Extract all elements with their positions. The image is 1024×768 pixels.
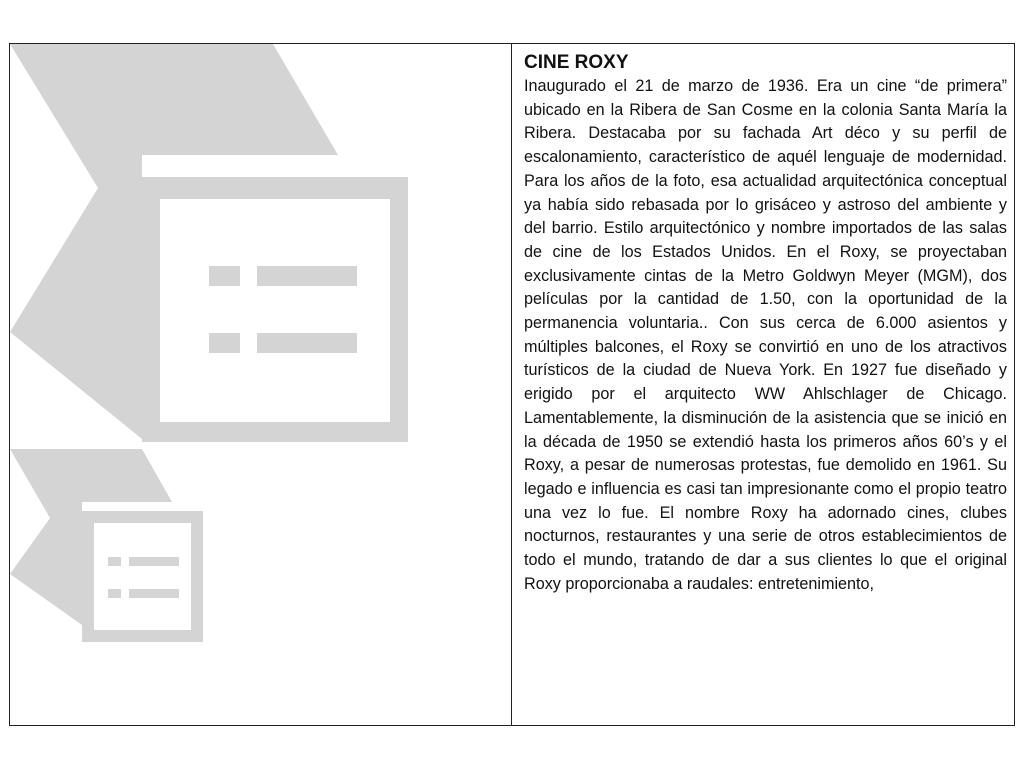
small-line-2 bbox=[129, 589, 179, 598]
small-bullet-2 bbox=[108, 589, 121, 598]
small-bullet-1 bbox=[108, 557, 121, 566]
article-body: Inaugurado el 21 de marzo de 1936. Era un cine “de primera” ubicado en la Ribera de San Cosme en la colonia Santa María la Ribera. Destacaba por su fachada Art déco y su perfil de escalonamiento, característico de aquél lenguaje de modernidad. Para los años de la foto, esa actualidad arquitectónica conceptual ya había sido rebasada por lo grisáceo y astroso del ambiente y del barrio. Estilo arquitectónico y nombre importados de las salas de cine de los Estados Unidos. En el Roxy, se proyectaban exclusivamente cintas de la Metro Goldwyn Meyer (MGM), dos películas por la cantidad de 1.50, con la oportunidad de la permanencia voluntaria.. Con sus cerca de 6.000 asientos y múltiples balcones, el Roxy se convirtió en uno de los atractivos turísticos de la ciudad de Nueva York. En 1927 fue diseñado y erigido por el arquitecto WW Ahlschlager de Chicago. Lamentablemente, la disminución de la asistencia que se inició en la década de 1950 se extendió hasta los primeros años 60’s y el Roxy, a pesar de numerosas protestas, fue demolido en 1961. Su legado e influencia es casi tan impresionante como el propio teatro una vez lo fue. El nombre Roxy ha adornado cines, clubes nocturnos, restaurantes y una serie de otros establecimientos de todo el mundo, tratando de dar a sus clientes lo que el original Roxy proporcionaba a raudales: entretenimiento, bbox=[524, 77, 1007, 593]
large-bullet-1 bbox=[209, 266, 240, 286]
small-picture-frame bbox=[82, 511, 203, 642]
large-line-1 bbox=[257, 266, 357, 286]
image-placeholder-cell bbox=[10, 44, 512, 725]
large-line-2 bbox=[257, 333, 357, 353]
content-table bbox=[9, 43, 1015, 726]
small-line-1 bbox=[129, 557, 179, 566]
article-title: CINE ROXY bbox=[524, 52, 629, 73]
large-chevron-shape bbox=[10, 44, 338, 439]
large-bullet-2 bbox=[209, 333, 240, 353]
large-picture-frame bbox=[142, 177, 408, 442]
text-cell bbox=[512, 44, 1014, 725]
picture-placeholder-icon bbox=[10, 44, 510, 725]
